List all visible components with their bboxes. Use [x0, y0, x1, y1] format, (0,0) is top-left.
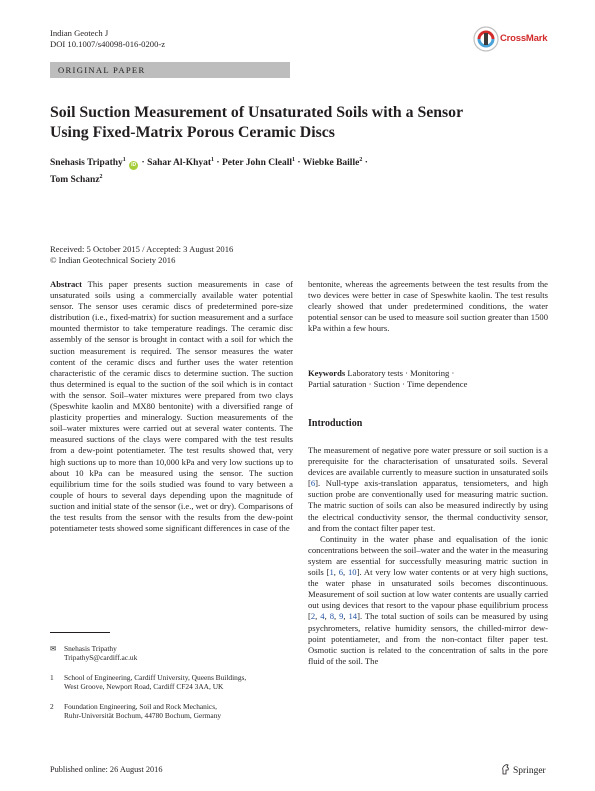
keywords-line-2: Partial saturation · Suction · Time dependence	[308, 379, 468, 390]
corresponding-author	[50, 644, 293, 663]
citation-link[interactable]: 9	[339, 611, 344, 622]
affiliation-1	[50, 673, 293, 692]
publisher-logo	[501, 764, 546, 776]
citation-link[interactable]: 1	[329, 567, 334, 578]
abstract	[50, 279, 293, 534]
affiliation-2	[50, 702, 293, 721]
affiliation-marker: 1	[291, 157, 295, 163]
keywords-label: Keywords	[308, 368, 346, 378]
affiliation-line: Foundation Engineering, Soil and Rock Mechanics,	[64, 702, 217, 711]
springer-horse-icon	[501, 764, 510, 775]
author-name[interactable]: Peter John Cleall	[221, 158, 292, 169]
abstract-continued-text: bentonite, whereas the agreements between the test results from the two devices were better in case of Speswhite kaolin. The test results clearly showed that under predetermined conditions, the water potential sensor can be used to measure soil suction greater than 1500 kPa within a few hours.	[308, 279, 548, 334]
crossmark-icon	[473, 26, 499, 52]
introduction-body	[308, 445, 548, 667]
citation-link[interactable]: 14	[348, 611, 358, 622]
published-online: Published online: 26 August 2016	[50, 765, 163, 774]
running-header	[50, 28, 165, 50]
orcid-icon[interactable]: iD	[131, 162, 137, 169]
envelope-icon: ✉	[50, 644, 57, 653]
author-name[interactable]: Tom Schanz	[50, 175, 100, 186]
affiliation-marker: 2	[359, 157, 363, 163]
intro-paragraph-1: The measurement of negative pore water pressure or soil suction is a prerequisite for the characterisation of unsaturated soils. Several devices are available currently to measure suction in unsaturated soils [6]. Null-type axis-translation apparatus, tensiometers, and high suction probe are conventionally used for measuring matric suction. The matric suction of soils can also be measured indirectly by using the electrical conductivity sensor, the thermal conductivity sensor, and from the contact filter paper test.	[308, 445, 548, 533]
affiliation-marker: 2	[99, 174, 103, 181]
citation-link[interactable]: 6	[310, 478, 316, 489]
author-separator: ·	[214, 158, 222, 169]
author-name[interactable]: Wiebke Baille	[302, 158, 360, 169]
received-accepted: Received: 5 October 2015 / Accepted: 3 August 2016	[50, 244, 234, 254]
author-list	[50, 153, 550, 187]
affiliation-marker: 1	[211, 157, 215, 163]
affiliation-marker: 1	[122, 157, 126, 163]
abstract-text: This paper presents suction measurements in case of unsaturated soils using a commercially available water potential sensor. The sensor uses ceramic discs of predetermined pore-size distribution (i.e., fixed-matrix) for suction measurement and a surface mounted thermistor to take temperature readings. The ceramic disc assembly of the sensor is brought in contact with a soil for which the suction measurement is required. The sensor measures the water content of the ceramic discs and further uses the water retention characteristic of the ceramic discs to determine suction. The suction thus determined is equal to the suction of the soil which is in contact with the sensor. Soil–water mixtures were prepared from two clays (Speswhite kaolin and MX80 bentonite) with a diversified range of plasticity properties and mineralogy. Suction measurements of the soil–water mixtures were carried out at several water contents. The measured suctions of the clays were compared with the test results from a dew-point potentiameter. The test results showed that, very high suctions up to more than 10,000 kPa and very low suctions up to about 10 kPa can be measured using the sensor. The suction equilibrium time for the soils studied was found to vary between a couple of hours to several days depending upon the magnitude of suction and initial state of the sensor (i.e., wet or dry). Comparisons of the test results from the sensor with the results from the dew-point potentiameter tests showed some significant differences in case of the	[50, 279, 293, 534]
publication-dates	[50, 244, 233, 266]
citation-link[interactable]: 4	[320, 611, 325, 622]
author-name[interactable]: Sahar Al-Khyat	[147, 158, 212, 169]
keywords-line-1: Laboratory tests · Monitoring ·	[347, 368, 455, 378]
intro-paragraph-2: Continuity in the water phase and equalisation of the ionic concentrations between the soil–water and the water in the measuring system are essential for successfully measuring matric suction in soils [1, 6, 10]. At very low water contents or at very high suctions, the water phase in unsaturated soils becomes discontinuous. Measurement of soil suction at low water contents are usually carried out using devices that resort to the vapour phase equilibrium process [2, 4, 8, 9, 14]. The total suction of soils can be measured by using psychrometers, relative humidity sensors, the chilled-mirror dew-point potentiameter, and from the non-contact filter paper test. Osmotic suction is related to the concentration of salts in the pore fluid of the soil. The	[308, 533, 549, 666]
article-type-banner	[50, 62, 290, 78]
citation-link[interactable]: 10	[347, 567, 357, 578]
affiliation-number: 2	[50, 702, 54, 711]
abstract-continued	[308, 279, 548, 334]
title-line-2: Using Fixed-Matrix Porous Ceramic Discs	[50, 124, 335, 141]
doi[interactable]: DOI 10.1007/s40098-016-0200-z	[50, 39, 166, 49]
publisher-name: Springer	[513, 766, 546, 776]
author-separator: ·	[362, 158, 368, 169]
citation-link[interactable]: 2	[310, 611, 316, 622]
citation-link[interactable]: 6	[338, 567, 344, 578]
author-separator: ·	[139, 158, 148, 169]
footnote-rule	[50, 632, 110, 633]
section-heading-introduction: Introduction	[308, 418, 363, 429]
crossmark-label[interactable]: CrossMark	[500, 33, 548, 44]
affiliation-number: 1	[50, 673, 54, 682]
corresponding-name: Snehasis Tripathy	[64, 644, 117, 653]
citation-link[interactable]: 8	[329, 611, 334, 622]
paper-title	[50, 103, 520, 143]
article-type: ORIGINAL PAPER	[58, 65, 146, 75]
corresponding-email[interactable]: TripathyS@cardiff.ac.uk	[64, 653, 138, 663]
affiliation-line: School of Engineering, Cardiff University, Queens Buildings,	[64, 673, 247, 682]
affiliation-line: West Groove, Newport Road, Cardiff CF24 3AA, UK	[64, 682, 224, 692]
title-line-1: Soil Suction Measurement of Unsaturated Soils with a Sensor	[50, 104, 464, 121]
abstract-label: Abstract	[50, 279, 82, 289]
affiliation-line: Ruhr-Universität Bochum, 44780 Bochum, Germany	[64, 711, 222, 721]
keywords	[308, 368, 548, 390]
journal-name: Indian Geotech J	[50, 28, 109, 38]
copyright: © Indian Geotechnical Society 2016	[50, 255, 176, 265]
author-name[interactable]: Snehasis Tripathy	[50, 158, 123, 169]
author-separator: ·	[294, 158, 303, 169]
